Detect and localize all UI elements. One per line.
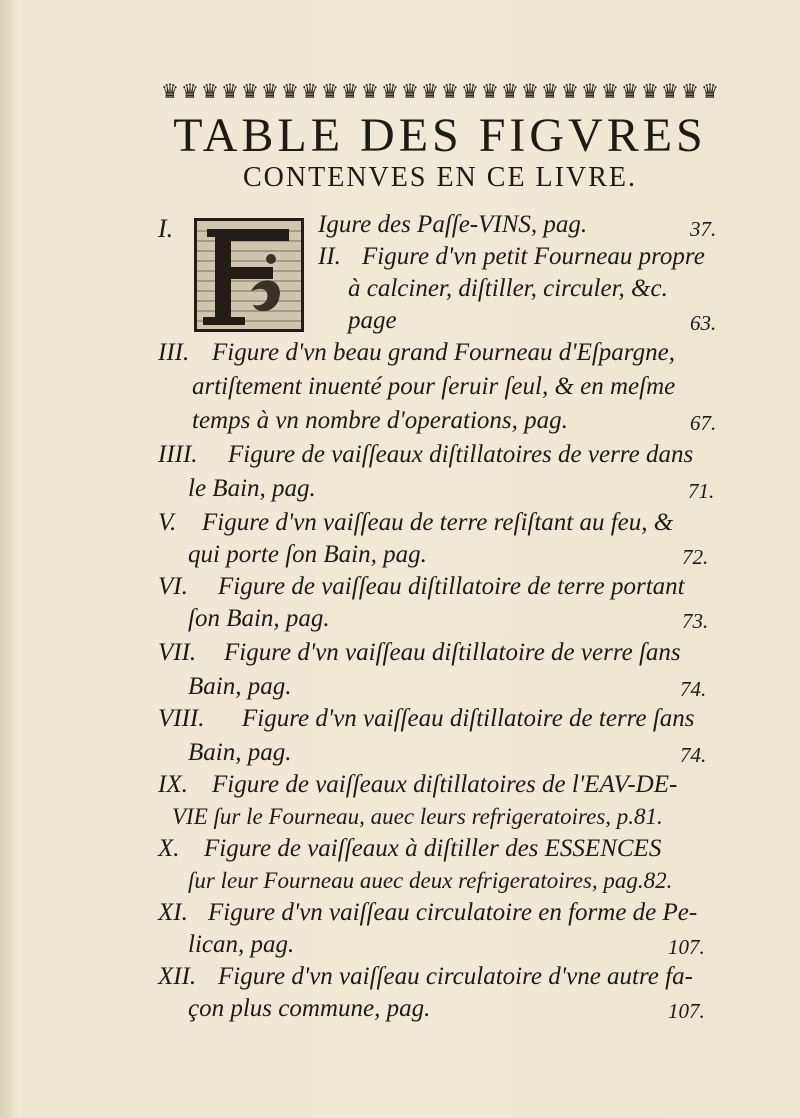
entry-3-line-3: temps à vn nombre d'operations, pag. <box>192 407 568 434</box>
crown-icon: ♛ <box>261 81 279 103</box>
entry-1-page: 37. <box>690 217 717 241</box>
entry-5-line-1: Figure d'vn vaiſſeau de terre reſiſtant au feu, & <box>202 509 674 536</box>
decorated-initial-F-icon <box>194 218 304 332</box>
crown-icon: ♛ <box>701 81 719 103</box>
page-subtitle: CONTENVES EN CE LIVRE. <box>243 162 637 193</box>
crown-icon: ♛ <box>401 81 419 103</box>
entry-9-line-1: Figure de vaiſſeaux diſtillatoires de l'EAV-DE- <box>212 771 678 798</box>
entry-12-line-2: çon plus commune, pag. <box>188 995 431 1022</box>
entry-8-line-2: Bain, pag. <box>188 739 292 766</box>
entry-4-number: IIII. <box>158 441 198 468</box>
crown-icon: ♛ <box>601 81 619 103</box>
entry-7-number: VII. <box>158 639 197 666</box>
crown-icon: ♛ <box>341 81 359 103</box>
crown-icon: ♛ <box>201 81 219 103</box>
crown-icon: ♛ <box>501 81 519 103</box>
entry-11-line-1: Figure d'vn vaiſſeau circulatoire en forme de Pe- <box>208 899 698 926</box>
entry-7-line-2: Bain, pag. <box>188 673 292 700</box>
crown-icon: ♛ <box>541 81 559 103</box>
entry-11-page: 107. <box>668 935 705 959</box>
entry-2-line-2: à calciner, diſtiller, circuler, &c. <box>348 275 668 302</box>
entry-4-line-1: Figure de vaiſſeaux diſtillatoires de verre dans <box>228 441 694 468</box>
entry-8-number: VIII. <box>158 705 205 732</box>
entry-5-number: V. <box>158 509 177 536</box>
entry-8-page: 74. <box>680 743 707 767</box>
entry-7-line-1: Figure d'vn vaiſſeau diſtillatoire de verre ſans <box>224 639 681 666</box>
entry-8-line-1: Figure d'vn vaiſſeau diſtillatoire de terre ſans <box>242 705 695 732</box>
entry-6-number: VI. <box>158 573 188 600</box>
entry-2-page: 63. <box>690 311 717 335</box>
crown-icon: ♛ <box>361 81 379 103</box>
entry-9-line-2: VIE ſur le Fourneau, auec leurs refrigeratoires, p.81. <box>172 804 663 829</box>
entry-3-line-2: artiſtement inuenté pour ſeruir ſeul, & en meſme <box>192 373 676 400</box>
crown-icon: ♛ <box>521 81 539 103</box>
crown-icon: ♛ <box>661 81 679 103</box>
crown-icon: ♛ <box>161 81 179 103</box>
crown-icon: ♛ <box>281 81 299 103</box>
entry-3-page: 67. <box>690 411 717 435</box>
entry-2-number: II. <box>318 243 341 270</box>
entry-12-page: 107. <box>668 999 705 1023</box>
crown-icon: ♛ <box>621 81 639 103</box>
crown-icon: ♛ <box>381 81 399 103</box>
crown-icon: ♛ <box>561 81 579 103</box>
entry-11-number: XI. <box>158 899 188 926</box>
crown-icon: ♛ <box>481 81 499 103</box>
crown-icon: ♛ <box>321 81 339 103</box>
crown-icon: ♛ <box>301 81 319 103</box>
crown-icon: ♛ <box>421 81 439 103</box>
entry-10-line-1: Figure de vaiſſeaux à diſtiller des ESSENCES <box>204 835 662 862</box>
crown-icon: ♛ <box>181 81 199 103</box>
entry-number-1: I. <box>158 214 174 243</box>
entry-4-line-2: le Bain, pag. <box>188 475 316 502</box>
entry-10-line-2: ſur leur Fourneau auec deux refrigeratoires, pag.82. <box>188 868 673 893</box>
entry-6-page: 73. <box>682 609 709 633</box>
entry-7-page: 74. <box>680 677 707 701</box>
crown-icon: ♛ <box>461 81 479 103</box>
entry-5-page: 72. <box>682 545 709 569</box>
entry-12-line-1: Figure d'vn vaiſſeau circulatoire d'vne autre fa- <box>218 963 693 990</box>
entry-11-line-2: lican, pag. <box>188 931 295 958</box>
entry-9-number: IX. <box>158 771 188 798</box>
entry-12-number: XII. <box>158 963 197 990</box>
entry-3-number: III. <box>158 339 190 366</box>
entry-10-number: X. <box>158 835 180 862</box>
crown-icon: ♛ <box>441 81 459 103</box>
crown-icon: ♛ <box>641 81 659 103</box>
crown-icon: ♛ <box>581 81 599 103</box>
entry-4-page: 71. <box>688 479 715 503</box>
entry-2-line-1: Figure d'vn petit Fourneau propre <box>362 243 705 270</box>
entry-6-line-1: Figure de vaiſſeau diſtillatoire de terre portant <box>218 573 685 600</box>
entry-1-text: Igure des Paſſe-VINS, pag. <box>318 211 588 238</box>
entry-3-line-1: Figure d'vn beau grand Fourneau d'Eſpargne, <box>212 339 675 366</box>
entry-6-line-2: ſon Bain, pag. <box>188 605 330 632</box>
page-title: TABLE DES FIGVRES <box>173 109 707 162</box>
crown-icon: ♛ <box>681 81 699 103</box>
crown-icon: ♛ <box>241 81 259 103</box>
crown-icon: ♛ <box>221 81 239 103</box>
entry-2-line-3: page <box>348 307 397 334</box>
crown-ornament-band <box>160 82 720 102</box>
entry-5-line-2: qui porte ſon Bain, pag. <box>188 541 427 568</box>
